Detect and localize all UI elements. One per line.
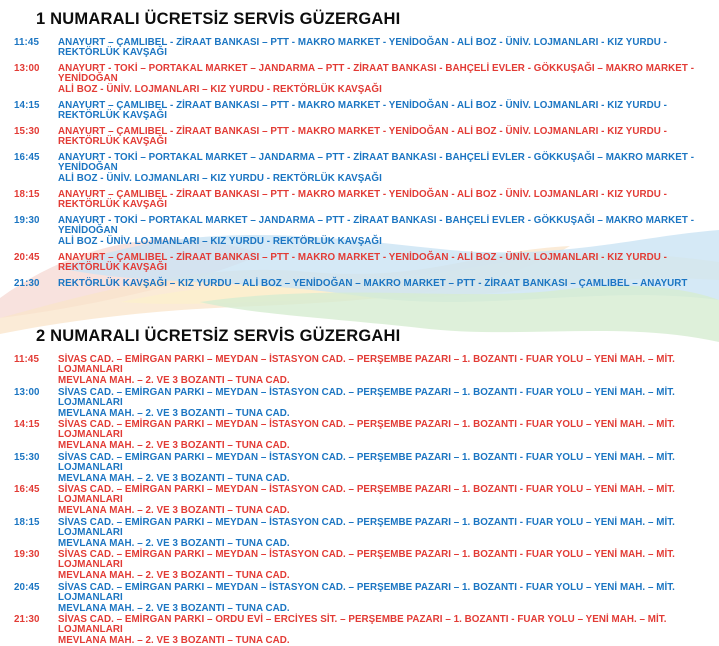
route-line: SİVAS CAD. – EMİRGAN PARKI – MEYDAN – İSTASYON CAD. – PERŞEMBE PAZARI – 1. BOZANTI - FUAR YOLU – YENİ MAH. – MİT. LOJMANLARI [58, 484, 675, 505]
route-text [58, 518, 709, 549]
route-text [58, 253, 709, 273]
schedule-row [14, 583, 709, 614]
departure-time: 16:45 [14, 152, 40, 163]
service-1-section [14, 10, 709, 289]
schedule-row [14, 190, 709, 210]
route-line: MEVLANA MAH. – 2. VE 3 BOZANTI – TUNA CAD. [58, 440, 290, 451]
schedule-row [14, 453, 709, 484]
route-text [58, 127, 709, 147]
schedule-row [14, 388, 709, 419]
route-text [58, 453, 709, 484]
departure-time: 15:30 [14, 126, 40, 137]
route-line: MEVLANA MAH. – 2. VE 3 BOZANTI – TUNA CAD. [58, 505, 290, 516]
route-line: MEVLANA MAH. – 2. VE 3 BOZANTI – TUNA CAD. [58, 407, 290, 419]
route-line: MEVLANA MAH. – 2. VE 3 BOZANTI – TUNA CAD. [58, 472, 290, 484]
schedule-row [14, 485, 709, 516]
route-line: SİVAS CAD. – EMİRGAN PARKI – ORDU EVİ – ERCİYES SİT. – PERŞEMBE PAZARI – 1. BOZANTI - FUAR YOLU – YENİ MAH. – MİT. LOJMANLARI [58, 614, 667, 635]
page-title: 2 NUMARALI ÜCRETSİZ SERVİS GÜZERGAHI [36, 327, 401, 345]
departure-time: 11:45 [14, 354, 40, 365]
route-line: ANAYURT – ÇAMLIBEL - ZİRAAT BANKASI – PTT - MAKRO MARKET - YENİDOĞAN - ALİ BOZ - ÜNİV. LOJMANLARI - KIZ YURDU - REKTÖRLÜK KAVŞAĞI [58, 252, 667, 273]
schedule-row [14, 38, 709, 58]
schedule-row [14, 127, 709, 147]
route-line: ANAYURT – ÇAMLIBEL - ZİRAAT BANKASI – PTT - MAKRO MARKET - YENİDOĞAN - ALİ BOZ - ÜNİV. LOJMANLARI - KIZ YURDU - REKTÖRLÜK KAVŞAĞI [58, 189, 667, 210]
route-line: SİVAS CAD. – EMİRGAN PARKI – MEYDAN – İSTASYON CAD. – PERŞEMBE PAZARI – 1. BOZANTI - FUAR YOLU – YENİ MAH. – MİT. LOJMANLARI [58, 451, 675, 473]
route-line: ANAYURT – ÇAMLIBEL - ZİRAAT BANKASI – PTT - MAKRO MARKET - YENİDOĞAN - ALİ BOZ - ÜNİV. LOJMANLARI - KIZ YURDU - REKTÖRLÜK KAVŞAĞI [58, 126, 667, 147]
route-text [58, 485, 709, 516]
route-line: SİVAS CAD. – EMİRGAN PARKI – MEYDAN – İSTASYON CAD. – PERŞEMBE PAZARI – 1. BOZANTI - FUAR YOLU – YENİ MAH. – MİT. LOJMANLARI [58, 516, 675, 538]
schedule-row [14, 216, 709, 247]
route-text [58, 550, 709, 581]
schedule-row [14, 153, 709, 184]
departure-time: 15:30 [14, 451, 40, 463]
service-2-section [14, 327, 709, 646]
route-line: ANAYURT - TOKİ – PORTAKAL MARKET – JANDARMA – PTT - ZİRAAT BANKASI - BAHÇELİ EVLER - GÖKKUŞAĞI – MAKRO MARKET - YENİDOĞAN [58, 152, 695, 173]
route-line: SİVAS CAD. – EMİRGAN PARKI – MEYDAN – İSTASYON CAD. – PERŞEMBE PAZARI – 1. BOZANTI - FUAR YOLU – YENİ MAH. – MİT. LOJMANLARI [58, 386, 675, 408]
route-line: ANAYURT – ÇAMLIBEL - ZİRAAT BANKASI – PTT - MAKRO MARKET - YENİDOĞAN - ALİ BOZ - ÜNİV. LOJMANLARI - KIZ YURDU - REKTÖRLÜK KAVŞAĞI [58, 100, 667, 121]
rows [14, 38, 709, 289]
route-text [58, 216, 709, 247]
route-line: MEVLANA MAH. – 2. VE 3 BOZANTI – TUNA CAD. [58, 570, 290, 581]
schedule-row [14, 420, 709, 451]
route-line: MEVLANA MAH. – 2. VE 3 BOZANTI – TUNA CAD. [58, 635, 290, 646]
departure-time: 18:15 [14, 516, 40, 528]
departure-time: 19:30 [14, 215, 40, 226]
departure-time: 18:15 [14, 189, 40, 200]
route-text [58, 190, 709, 210]
route-line: MEVLANA MAH. – 2. VE 3 BOZANTI – TUNA CAD. [58, 537, 290, 549]
route-line: MEVLANA MAH. – 2. VE 3 BOZANTI – TUNA CAD. [58, 602, 290, 614]
route-text [58, 420, 709, 451]
page-title: 1 NUMARALI ÜCRETSİZ SERVİS GÜZERGAHI [36, 10, 401, 28]
route-line: SİVAS CAD. – EMİRGAN PARKI – MEYDAN – İSTASYON CAD. – PERŞEMBE PAZARI – 1. BOZANTI - FUAR YOLU – YENİ MAH. – MİT. LOJMANLARI [58, 419, 675, 440]
route-text [58, 64, 709, 95]
departure-time: 20:45 [14, 581, 40, 593]
departure-time: 13:00 [14, 386, 40, 398]
route-text [58, 388, 709, 419]
route-text [58, 38, 709, 58]
route-line: ALİ BOZ - ÜNİV. LOJMANLARI – KIZ YURDU - REKTÖRLÜK KAVŞAĞI [58, 236, 382, 247]
route-text [58, 355, 709, 386]
schedule-row [14, 64, 709, 95]
departure-time: 11:45 [14, 37, 40, 48]
departure-time: 21:30 [14, 614, 40, 625]
route-text [58, 279, 687, 289]
schedule-row [14, 253, 709, 273]
route-line: ANAYURT - TOKİ – PORTAKAL MARKET – JANDARMA – PTT - ZİRAAT BANKASI - BAHÇELİ EVLER - GÖKKUŞAĞI – MAKRO MARKET - YENİDOĞAN [58, 63, 695, 84]
departure-time: 14:15 [14, 419, 40, 430]
route-text [58, 101, 709, 121]
route-text [58, 153, 709, 184]
schedule-row [14, 101, 709, 121]
departure-time: 13:00 [14, 63, 40, 74]
route-line: SİVAS CAD. – EMİRGAN PARKI – MEYDAN – İSTASYON CAD. – PERŞEMBE PAZARI – 1. BOZANTI - FUAR YOLU – YENİ MAH. – MİT. LOJMANLARI [58, 354, 675, 375]
route-line: ANAYURT - TOKİ – PORTAKAL MARKET – JANDARMA – PTT - ZİRAAT BANKASI - BAHÇELİ EVLER - GÖKKUŞAĞI – MAKRO MARKET - YENİDOĞAN [58, 215, 695, 236]
route-line: ALİ BOZ - ÜNİV. LOJMANLARI – KIZ YURDU - REKTÖRLÜK KAVŞAĞI [58, 84, 382, 95]
departure-time: 21:30 [14, 278, 40, 289]
departure-time: 20:45 [14, 252, 40, 263]
departure-time: 19:30 [14, 549, 40, 560]
route-line: REKTÖRLÜK KAVŞAĞI – KIZ YURDU – ALİ BOZ – YENİDOĞAN – MAKRO MARKET – PTT - ZİRAAT BANKASI – ÇAMLIBEL – ANAYURT [58, 278, 688, 289]
route-line: SİVAS CAD. – EMİRGAN PARKI – MEYDAN – İSTASYON CAD. – PERŞEMBE PAZARI – 1. BOZANTI - FUAR YOLU – YENİ MAH. – MİT. LOJMANLARI [58, 581, 675, 603]
route-line: ANAYURT – ÇAMLIBEL - ZİRAAT BANKASI – PTT - MAKRO MARKET - YENİDOĞAN - ALİ BOZ - ÜNİV. LOJMANLARI - KIZ YURDU - REKTÖRLÜK KAVŞAĞI [58, 37, 667, 58]
route-text [58, 615, 709, 646]
schedule-row [14, 355, 709, 386]
departure-time: 16:45 [14, 484, 40, 495]
schedule-row [14, 550, 709, 581]
schedule-row [14, 615, 709, 646]
departure-time: 14:15 [14, 100, 40, 111]
route-text [58, 583, 709, 614]
route-line: SİVAS CAD. – EMİRGAN PARKI – MEYDAN – İSTASYON CAD. – PERŞEMBE PAZARI – 1. BOZANTI - FUAR YOLU – YENİ MAH. – MİT. LOJMANLARI [58, 549, 675, 570]
schedule-row [14, 518, 709, 549]
route-line: ALİ BOZ - ÜNİV. LOJMANLARI – KIZ YURDU - REKTÖRLÜK KAVŞAĞI [58, 173, 382, 184]
route-line: MEVLANA MAH. – 2. VE 3 BOZANTI – TUNA CAD. [58, 375, 290, 386]
schedule-row [14, 279, 709, 289]
rows [14, 355, 709, 646]
